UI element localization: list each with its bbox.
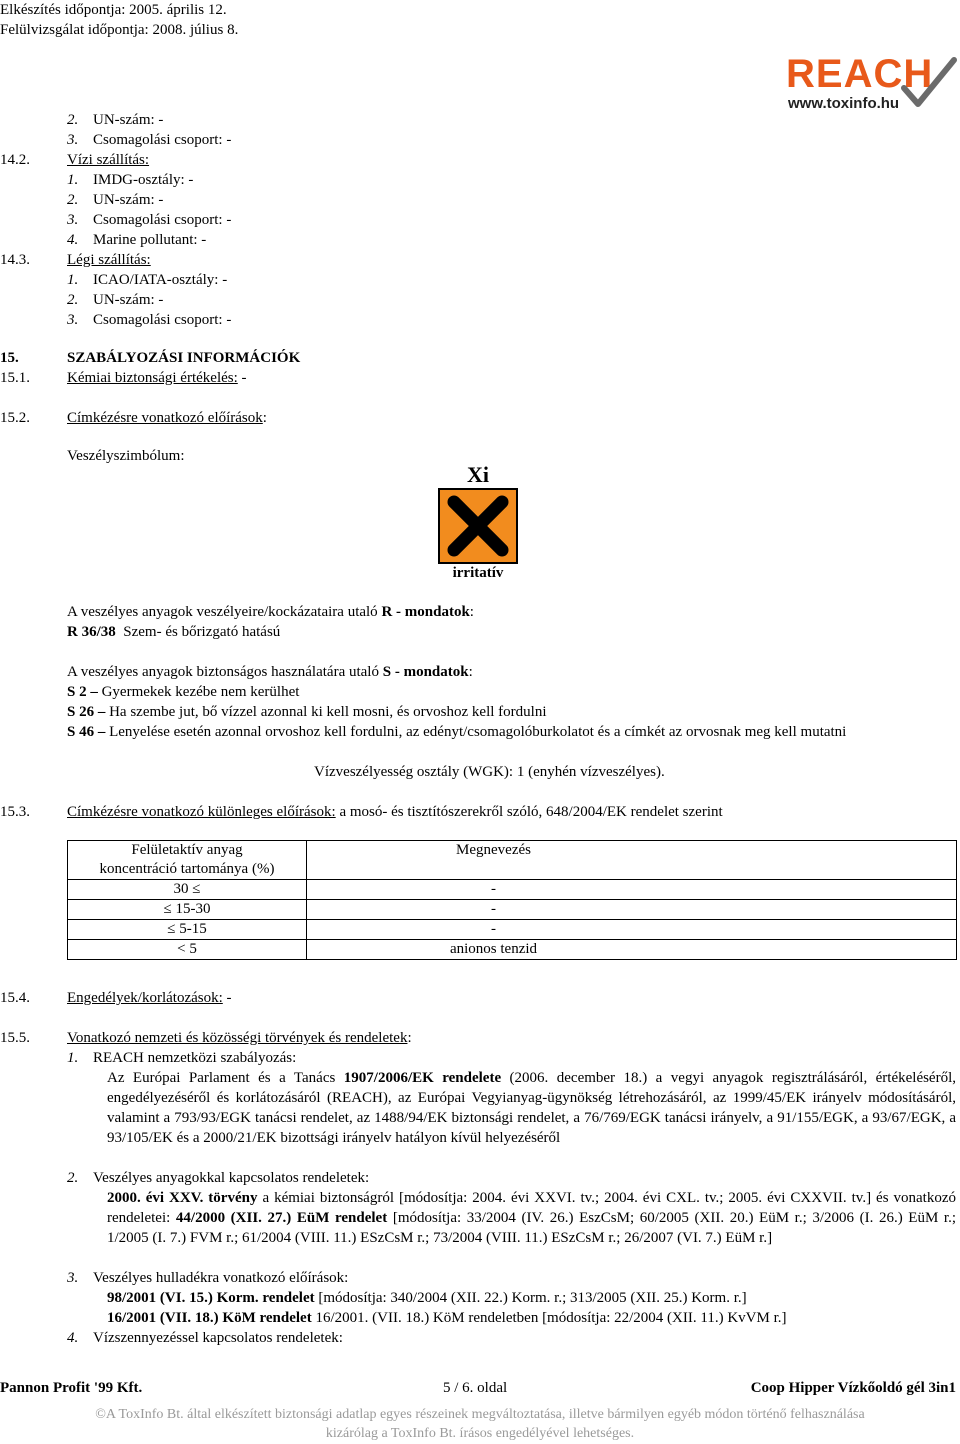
footer-copyright-line2: kizárólag a ToxInfo Bt. írásos engedélyével lehetséges. (325, 1426, 635, 1441)
list-item: UN-szám: - (93, 192, 164, 208)
intro-bold: S - mondatok (382, 664, 469, 680)
list-num: 1. (67, 172, 79, 188)
section-title: Kémiai biztonsági értékelés: (67, 370, 238, 386)
list-item: Csomagolási csoport: - (93, 132, 232, 148)
table-row (68, 920, 957, 940)
section-title: Vízi szállítás: (67, 152, 150, 168)
s-phrase: S 2 – Gyermekek kezébe nem kerülhet (67, 684, 300, 700)
list-num: 3. (67, 1270, 79, 1286)
reach-logo (782, 50, 958, 116)
intro-bold: R - mondatok (381, 604, 470, 620)
intro-text: A veszélyes anyagok biztonságos használatára utaló (67, 664, 383, 680)
section-rest: a mosó- és tisztítószerekről szóló, 648/2004/EK rendelet szerint (335, 804, 723, 820)
list-num: 2. (67, 292, 79, 308)
section-colon: : (262, 410, 267, 426)
intro-colon: : (468, 664, 473, 680)
header-revision-date: Felülvizsgálat időpontja: 2008. július 8. (0, 22, 239, 38)
reach-logo-text: REACH (786, 52, 934, 96)
xi-irritant-pictogram (438, 462, 518, 582)
table-cell-range: ≤ 5-15 (68, 920, 307, 940)
reg-text: [módosítja: 33/2004 (IV. 26.) EszCsM; 60/2005 (XII. 20.) EüM r.; 3/2006 (I. 26.) EüM r.; 1/2005 (I. 7.) FVM r.; 61/2004 (VIII. 11.) ESzCsM r.; 73/2004 (VIII. 11.) ESzCsM r.; 26/2007 (VI. 7.) EüM r.] (107, 1210, 956, 1246)
list-item: Csomagolási csoport: - (93, 312, 232, 328)
waste-regulation-line (107, 1308, 786, 1328)
table-cell-range: < 5 (68, 940, 307, 960)
section-number: 15. (0, 350, 19, 366)
phrase-text: Ha szembe jut, bő vízzel azonnal ki kell mosni, és orvoshoz kell fordulni (109, 704, 547, 720)
list-num: 2. (67, 112, 79, 128)
list-num: 3. (67, 312, 79, 328)
list-num: 4. (67, 1330, 79, 1346)
section-number: 15.1. (0, 370, 30, 386)
table-cell-name: - (307, 900, 957, 920)
list-item: UN-szám: - (93, 112, 164, 128)
s-phrase: S 46 – Lenyelése esetén azonnal orvoshoz kell fordulni, az edényt/csomagolóburkolatot és a címkét az orvosnak meg kell mutatni (67, 724, 847, 740)
section-number: 15.3. (0, 804, 30, 820)
r-phrases-intro (67, 602, 474, 622)
section-line (67, 802, 723, 822)
section-colon: : (407, 1030, 412, 1046)
reach-logo-url: www.toxinfo.hu (788, 95, 900, 112)
table-header-concentration (68, 841, 307, 880)
reg-bold: 1907/2006/EK rendelete (343, 1070, 502, 1086)
reg-text: Az Európai Parlament és a Tanács (107, 1070, 344, 1086)
reg-text: [módosítja: 340/2004 (XII. 22.) Korm. r.; 313/2005 (XII. 25.) Korm. r.] (314, 1290, 747, 1306)
surfactant-table (67, 840, 957, 960)
section-number: 14.2. (0, 152, 30, 168)
table-cell-name: - (307, 880, 957, 900)
table-cell-name: - (307, 920, 957, 940)
section-title: SZABÁLYOZÁSI INFORMÁCIÓK (67, 350, 301, 366)
list-item: UN-szám: - (93, 292, 164, 308)
reg-title: Veszélyes anyagokkal kapcsolatos rendeletek: (93, 1170, 370, 1186)
waste-regulation-line (107, 1288, 747, 1308)
x-cross-icon (438, 488, 518, 564)
phrase-text: Lenyelése esetén azonnal orvoshoz kell fordulni, az edényt/csomagolóburkolatot és a címkét az orvosnak meg kell mutatni (109, 724, 847, 740)
reg-title: Vízszennyezéssel kapcsolatos rendeletek: (93, 1330, 343, 1346)
section-line (67, 988, 232, 1008)
section-number: 15.2. (0, 410, 30, 426)
hazard-symbol-label: Veszélyszimbólum: (67, 448, 185, 464)
pictogram-caption: irritatív (452, 565, 504, 581)
reg-text: a kémiai biztonságról [módosítja: 2004. évi XXVI. tv.; 2004. évi CXL. tv.; 2005. évi CXXVII. tv.] és vonatkozó rendeletei: (107, 1190, 956, 1226)
list-num: 2. (67, 1170, 79, 1186)
table-row (68, 900, 957, 920)
list-item: ICAO/IATA-osztály: - (93, 272, 228, 288)
section-title: Légi szállítás: (67, 252, 151, 268)
footer-company: Pannon Profit '99 Kft. (0, 1380, 143, 1396)
reg-text: (2006. december 18.) a vegyi anyagok regisztrálásáról, értékeléséről, engedélyezéséről és korlátozásáról (REACH), az Európai Vegyianyag-ügynökség létrehozásáról, az 1999/45/EK irányelv módosításáról, valamint a 793/93/EGK tanácsi rendelet, az 1488/94/EK biztonsági rendelet, a 76/769/EGK tanácsi irányelv, a 91/155/EGK, a 93/67/EGK, a 93/105/EK és a 2000/21/EK bizottsági irányelv hatályon kívül helyezéséről (107, 1070, 957, 1146)
footer-page-number: 5 / 6. oldal (443, 1380, 508, 1396)
phrase-text: Szem- és bőrizgató hatású (123, 624, 281, 640)
s-phrase: S 26 – Ha szembe jut, bő vízzel azonnal ki kell mosni, és orvoshoz kell fordulni (67, 704, 547, 720)
section-line (67, 1028, 412, 1048)
r-phrase (67, 622, 280, 642)
table-cell-range: ≤ 15-30 (68, 900, 307, 920)
reg-title: REACH nemzetközi szabályozás: (93, 1050, 297, 1066)
phrase-code: R 36/38 (67, 624, 116, 640)
reg-bold: 16/2001 (VII. 18.) KöM rendelet (107, 1310, 312, 1326)
header-created-date: Elkészítés időpontja: 2005. április 12. (0, 2, 227, 18)
header-line: Felületaktív anyag (131, 842, 243, 858)
section-title: Címkézésre vonatkozó előírások (67, 410, 263, 426)
phrase-code: S 46 (67, 724, 95, 740)
section-number: 15.4. (0, 990, 30, 1006)
table-header-row (68, 841, 957, 880)
table-cell-range: 30 ≤ (68, 880, 307, 900)
section-number: 14.3. (0, 252, 30, 268)
footer-product: Coop Hipper Vízkőoldó gél 3in1 (750, 1380, 956, 1396)
checkmark-icon (900, 54, 958, 112)
list-item: IMDG-osztály: - (93, 172, 194, 188)
chemical-safety-regulation-text (107, 1188, 956, 1248)
section-line (67, 408, 267, 428)
list-num: 3. (67, 132, 79, 148)
header-line: koncentráció tartománya (%) (99, 861, 275, 877)
table-row (68, 940, 957, 960)
list-item: Csomagolási csoport: - (93, 212, 232, 228)
s-phrases-intro (67, 662, 473, 682)
reg-bold: 98/2001 (VI. 15.) Korm. rendelet (107, 1290, 315, 1306)
list-num: 1. (67, 1050, 79, 1066)
section-value: - (237, 370, 247, 386)
list-num: 4. (67, 232, 79, 248)
table-header-name: Megnevezés (307, 841, 957, 880)
section-title: Vonatkozó nemzeti és közösségi törvények és rendeletek (67, 1030, 408, 1046)
table-row (68, 880, 957, 900)
wgk-class: Vízveszélyesség osztály (WGK): 1 (enyhén vízveszélyes). (314, 764, 665, 780)
section-title: Engedélyek/korlátozások: (67, 990, 223, 1006)
footer-copyright-line1: ©A ToxInfo Bt. által elkészített biztonsági adatlap egyes részeinek megváltoztatása, illetve bármilyen egyéb módon történő felhasználása (95, 1407, 865, 1422)
pictogram-code: Xi (467, 462, 489, 487)
phrase-code: S 2 (67, 684, 87, 700)
list-num: 1. (67, 272, 79, 288)
table-cell-name: anionos tenzid (307, 940, 957, 960)
phrase-code: S 26 (67, 704, 95, 720)
intro-text: A veszélyes anyagok veszélyeire/kockázataira utaló (67, 604, 382, 620)
section-line (67, 368, 247, 388)
reg-title: Veszélyes hulladékra vonatkozó előírások: (93, 1270, 349, 1286)
reach-regulation-text (107, 1068, 956, 1148)
intro-colon: : (469, 604, 474, 620)
list-num: 2. (67, 192, 79, 208)
section-title: Címkézésre vonatkozó különleges előírások: (67, 804, 336, 820)
section-number: 15.5. (0, 1030, 30, 1046)
list-num: 3. (67, 212, 79, 228)
reg-bold: 2000. évi XXV. törvény (107, 1190, 258, 1206)
reg-bold: 44/2000 (XII. 27.) EüM rendelet (175, 1210, 388, 1226)
list-item: Marine pollutant: - (93, 232, 207, 248)
phrase-text: Gyermekek kezébe nem kerülhet (101, 684, 300, 700)
reg-text: 16/2001. (VII. 18.) KöM rendeletben [módosítja: 22/2004 (XII. 11.) KvVM r.] (311, 1310, 787, 1326)
section-value: - (222, 990, 232, 1006)
